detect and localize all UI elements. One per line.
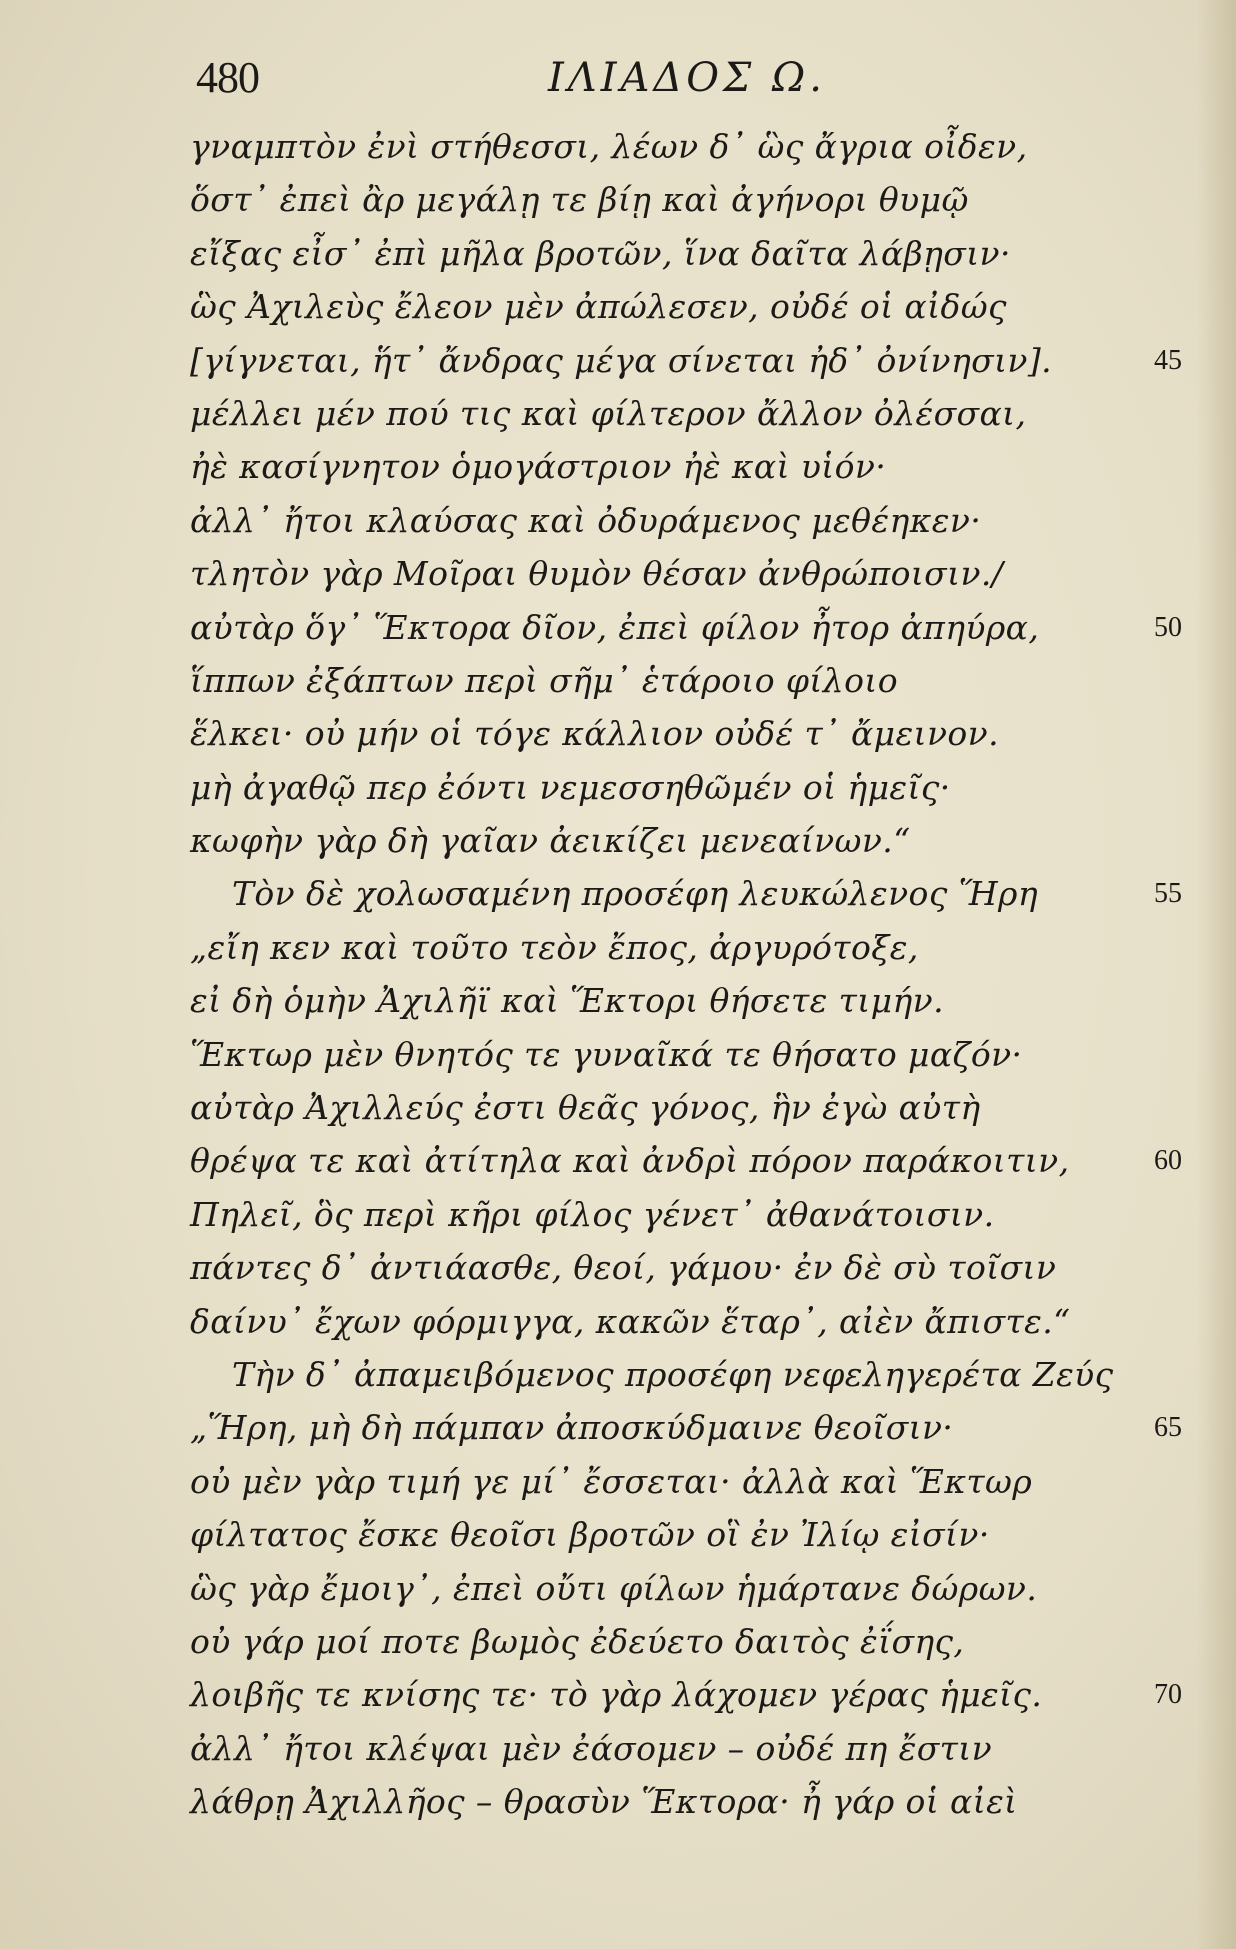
page-number: 480 xyxy=(196,53,259,102)
verse-line xyxy=(0,494,1236,547)
verse-line xyxy=(0,654,1236,707)
verse-line-text: μὴ ἀγαθῷ περ ἐόντι νεμεσσηθῶμέν οἱ ἡμεῖς· xyxy=(190,767,951,807)
verse-line xyxy=(0,387,1236,440)
line-number: 45 xyxy=(1154,344,1182,376)
verse-line xyxy=(0,1028,1236,1081)
verse-line-text: „Ἥρη, μὴ δὴ πάμπαν ἀποσκύδμαινε θεοῖσιν· xyxy=(190,1408,954,1448)
verse-line xyxy=(0,173,1236,226)
verse-line xyxy=(0,547,1236,600)
verse-line xyxy=(0,227,1236,280)
verse-line-text: „εἴη κεν καὶ τοῦτο τεὸν ἔπος, ἀργυρότοξε, xyxy=(190,927,919,967)
line-number: 65 xyxy=(1154,1412,1182,1444)
verse-line-text: ἕλκει· οὐ μήν οἱ τόγε κάλλιον οὐδέ τ᾿ ἄμεινον. xyxy=(190,714,1000,754)
verse-line-text: ὣς γὰρ ἔμοιγ᾿, ἐπεὶ οὔτι φίλων ἡμάρτανε δώρων. xyxy=(190,1568,1038,1608)
verse-line xyxy=(0,1562,1236,1615)
verse-line-text: εἰ δὴ ὁμὴν Ἀχιλῆϊ καὶ Ἕκτορι θήσετε τιμήν. xyxy=(190,981,944,1021)
verse-line-text: φίλτατος ἔσκε θεοῖσι βροτῶν οἳ ἐν Ἰλίῳ εἰσίν· xyxy=(190,1515,990,1555)
verse-line xyxy=(0,1508,1236,1561)
verse-line-text: ἀλλ᾿ ἤτοι κλαύσας καὶ ὀδυράμενος μεθέηκεν· xyxy=(190,500,982,540)
verse-line-text: αὐτὰρ Ἀχιλλεύς ἐστι θεᾶς γόνος, ἣν ἐγὼ αὐτὴ xyxy=(190,1088,981,1128)
verse-line xyxy=(0,1775,1236,1828)
verse-line xyxy=(0,1188,1236,1241)
verse-line-text: Τὴν δ᾿ ἀπαμειβόμενος προσέφη νεφεληγερέτα Ζεύς xyxy=(232,1354,1114,1394)
verse-line-text: γναμπτὸν ἐνὶ στήθεσσι, λέων δ᾿ ὣς ἄγρια οἶδεν, xyxy=(190,127,1028,166)
verse-line-text: οὐ μὲν γὰρ τιμή γε μί᾿ ἔσσεται· ἀλλὰ καὶ Ἕκτωρ xyxy=(190,1461,1033,1501)
line-number: 50 xyxy=(1154,611,1182,643)
verse-line-text: οὐ γάρ μοί ποτε βωμὸς ἐδεύετο δαιτὸς ἐΐσης, xyxy=(190,1621,965,1661)
verse-line-text: μέλλει μέν πού τις καὶ φίλτερον ἄλλον ὀλέσσαι, xyxy=(190,393,1027,433)
verse-line-text: θρέψα τε καὶ ἀτίτηλα καὶ ἀνδρὶ πόρον παράκοιτιν, xyxy=(190,1141,1070,1181)
line-number: 60 xyxy=(1154,1145,1182,1177)
verse-line-text: κωφὴν γὰρ δὴ γαῖαν ἀεικίζει μενεαίνων.“ xyxy=(190,821,911,861)
verse-line-text: εἴξας εἶσ᾿ ἐπὶ μῆλα βροτῶν, ἵνα δαῖτα λάβῃσιν· xyxy=(190,233,1011,273)
verse-line-text: ἵππων ἐξάπτων περὶ σῆμ᾿ ἑτάροιο φίλοιο xyxy=(190,660,898,700)
verse-line xyxy=(0,601,1236,654)
line-number: 55 xyxy=(1154,878,1182,910)
verse-line xyxy=(0,1348,1236,1401)
verse-line xyxy=(0,814,1236,867)
verse-line-text: ὣς Ἀχιλεὺς ἔλεον μὲν ἀπώλεσεν, οὐδέ οἱ αἰδώς xyxy=(190,287,1007,327)
verse-line-text: ἀλλ᾿ ἤτοι κλέψαι μὲν ἐάσομεν – οὐδέ πη ἔστιν xyxy=(190,1728,993,1768)
verse-line-text: λοιβῆς τε κνίσης τε· τὸ γὰρ λάχομεν γέρας ἡμεῖς. xyxy=(190,1675,1043,1715)
verse-line-text: Πηλεῖ, ὃς περὶ κῆρι φίλος γένετ᾿ ἀθανάτοισιν. xyxy=(190,1194,995,1234)
verse-line xyxy=(0,440,1236,493)
verse-line-text: αὐτὰρ ὅγ᾿ Ἕκτορα δῖον, ἐπεὶ φίλον ἦτορ ἀπηύρα, xyxy=(190,607,1040,647)
verse-line-text: ἠὲ κασίγνητον ὁμογάστριον ἠὲ καὶ υἱόν· xyxy=(190,447,887,487)
verse-line xyxy=(0,707,1236,760)
verse-line-text: [γίγνεται, ἥτ᾿ ἄνδρας μέγα σίνεται ἠδ᾿ ὀνίνησιν]. xyxy=(190,340,1053,380)
verse-line xyxy=(0,1295,1236,1348)
verse-text xyxy=(0,120,1236,1829)
verse-line xyxy=(0,120,1236,173)
verse-line xyxy=(0,921,1236,974)
verse-line-text: δαίνυ᾿ ἔχων φόρμιγγα, κακῶν ἕταρ᾿, αἰὲν ἄπιστε.“ xyxy=(190,1301,1071,1341)
verse-line-text: Τὸν δὲ χολωσαμένη προσέφη λευκώλενος Ἥρη xyxy=(232,874,1038,914)
verse-line xyxy=(0,1241,1236,1294)
verse-line xyxy=(0,1081,1236,1134)
verse-line-text: λάθρῃ Ἀχιλλῆος – θρασὺν Ἕκτορα· ἦ γάρ οἱ αἰεὶ xyxy=(190,1782,1018,1822)
running-title: ΙΛΙΑΔΟΣ Ω. xyxy=(548,55,826,101)
verse-line xyxy=(0,1615,1236,1668)
verse-line xyxy=(0,1455,1236,1508)
verse-line xyxy=(0,761,1236,814)
verse-line xyxy=(0,1401,1236,1454)
verse-line xyxy=(0,867,1236,920)
verse-line xyxy=(0,1134,1236,1187)
verse-line-text: ὅστ᾿ ἐπεὶ ἂρ μεγάλῃ τε βίῃ καὶ ἀγήνορι θυμῷ xyxy=(190,180,969,220)
verse-line-text: πάντες δ᾿ ἀντιάασθε, θεοί, γάμου· ἐν δὲ σὺ τοῖσιν xyxy=(190,1248,1057,1288)
page-header xyxy=(0,48,1236,108)
verse-line xyxy=(0,280,1236,333)
verse-line xyxy=(0,974,1236,1027)
verse-line-text: Ἕκτωρ μὲν θνητός τε γυναῖκά τε θήσατο μαζόν· xyxy=(190,1034,1023,1074)
verse-line-text: τλητὸν γὰρ Μοῖραι θυμὸν θέσαν ἀνθρώποισιν./ xyxy=(190,554,1004,594)
verse-line xyxy=(0,1668,1236,1721)
verse-line xyxy=(0,334,1236,387)
verse-line xyxy=(0,1722,1236,1775)
line-number: 70 xyxy=(1154,1679,1182,1711)
